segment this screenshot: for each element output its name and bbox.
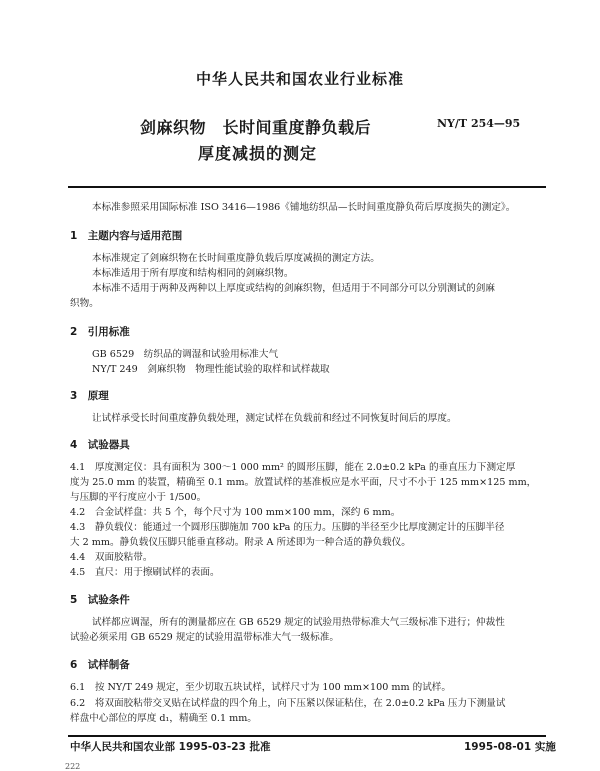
item-4-3-line-1: 4.3 静负载仪：能通过一个圆形压脚施加 700 kPa 的压力。压脚的半径至少比厚度测定计的压脚半径 bbox=[70, 522, 505, 533]
item-4-1-line-1: 4.1 厚度测定仪：具有面积为 300～1 000 mm² 的圆形压脚，能在 2.0±0.2 kPa 的垂直压力下测定厚 bbox=[70, 462, 516, 473]
item-4-5: 4.5 直尺：用于擦刷试样的表面。 bbox=[70, 567, 220, 578]
section-5-paragraph-line-1: 试样都应调湿，所有的测量都应在 GB 6529 规定的试验用热带标准大气三级标准下进行；仲裁性 bbox=[92, 617, 505, 628]
section-1-paragraph-1: 本标准规定了剑麻织物在长时间重度静负载后厚度减损的测定方法。 bbox=[92, 253, 380, 264]
document-title-line-2: 厚度减损的测定 bbox=[198, 144, 318, 163]
header-rule bbox=[68, 186, 546, 188]
item-4-2: 4.2 合金试样盘：共 5 个，每个尺寸为 100 mm×100 mm，深约 6 mm。 bbox=[70, 507, 401, 518]
standard-number: NY/T 254—95 bbox=[437, 117, 521, 130]
item-4-4: 4.4 双面胶粘带。 bbox=[70, 552, 153, 563]
section-4-heading: 4 试验器具 bbox=[70, 439, 130, 451]
section-1-paragraph-3: 本标准不适用于两种及两种以上厚度或结构的剑麻织物，但适用于不同部分可以分别测试的剑麻 bbox=[92, 283, 495, 294]
document-title-line-1: 剑麻织物 长时间重度静负载后 bbox=[140, 118, 372, 137]
section-3-paragraph: 让试样承受长时间重度静负载处理，测定试样在负载前和经过不同恢复时间后的厚度。 bbox=[92, 413, 457, 424]
issuing-agency: 中华人民共和国农业行业标准 bbox=[195, 70, 404, 88]
item-6-2-line-1: 6.2 将双面胶粘带交叉贴在试样盘的四个角上，向下压紧以保证粘住，在 2.0±0.2 kPa 压力下测量试 bbox=[70, 698, 506, 709]
approval-statement: 中华人民共和国农业部 1995-03-23 批准 bbox=[70, 741, 271, 753]
reference-gb6529: GB 6529 纺织品的调湿和试验用标准大气 bbox=[92, 349, 279, 360]
section-5-paragraph-line-2: 试验必须采用 GB 6529 规定的试验用温带标准大气一级标准。 bbox=[70, 632, 339, 643]
section-1-paragraph-2: 本标准适用于所有厚度和结构相同的剑麻织物。 bbox=[92, 268, 294, 279]
item-4-3-line-2: 大 2 mm。静负载仪压脚只能垂直移动。附录 A 所述即为一种合适的静负载仪。 bbox=[70, 537, 411, 548]
section-5-heading: 5 试验条件 bbox=[70, 594, 130, 606]
section-1-paragraph-3-cont: 织物。 bbox=[70, 298, 99, 309]
effective-date: 1995-08-01 实施 bbox=[464, 741, 556, 753]
footer-rule bbox=[68, 735, 546, 737]
page-number: 222 bbox=[65, 762, 81, 771]
item-4-1-line-2: 度为 25.0 mm 的装置，精确至 0.1 mm。放置试样的基准板应是水平面，尺寸不小于 125 mm×125 mm， bbox=[70, 477, 537, 488]
section-1-heading: 1 主题内容与适用范围 bbox=[70, 230, 183, 242]
section-3-heading: 3 原理 bbox=[70, 390, 109, 402]
item-4-1-line-3: 与压脚的平行度应小于 1/500。 bbox=[70, 492, 207, 503]
section-6-heading: 6 试样制备 bbox=[70, 659, 130, 671]
intro-paragraph: 本标准参照采用国际标准 ISO 3416—1986《铺地纺织品—长时间重度静负荷后厚度损失的测定》。 bbox=[92, 202, 516, 213]
reference-ny249: NY/T 249 剑麻织物 物理性能试验的取样和试样裁取 bbox=[92, 364, 330, 375]
item-6-2-line-2: 样盘中心部位的厚度 d₁，精确至 0.1 mm。 bbox=[70, 713, 257, 724]
item-6-1: 6.1 按 NY/T 249 规定，至少切取五块试样，试样尺寸为 100 mm×100 mm 的试样。 bbox=[70, 682, 451, 693]
section-2-heading: 2 引用标准 bbox=[70, 326, 130, 338]
